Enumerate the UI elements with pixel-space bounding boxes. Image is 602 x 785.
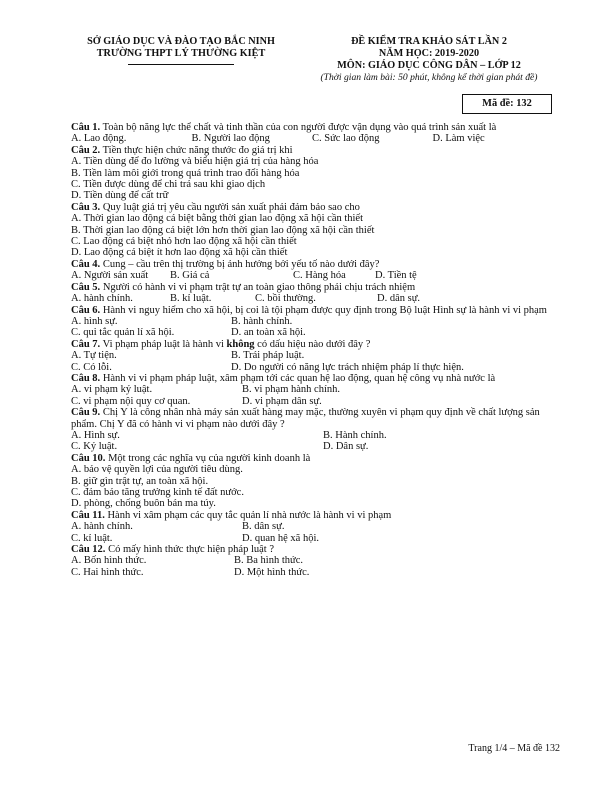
- option-a: A. hành chính.: [71, 521, 133, 533]
- question-stem: Quy luật giá trị yêu cầu người sản xuất phải đảm bảo sao cho: [102, 201, 360, 213]
- question-label: Câu 12.: [71, 544, 106, 556]
- question-stem: Tiền thực hiện chức năng thước đo giá trị khi: [102, 144, 293, 156]
- options-row: [71, 293, 553, 304]
- option-c: C. đảm bảo tăng trưởng kinh tế đất nước.: [71, 487, 244, 498]
- option-b: B. Tiền làm môi giới trong quá trình trao đổi hàng hóa: [71, 167, 300, 179]
- option-d: D. Tiền dùng để cất trữ: [71, 190, 169, 202]
- option-b: B. giữ gìn trật tự, an toàn xã hội.: [71, 475, 209, 487]
- option-b: B. vi phạm hành chính.: [242, 384, 340, 396]
- question-3: [71, 202, 553, 213]
- option-d: D. Một hình thức.: [234, 566, 310, 578]
- option-d: D. Tiền tệ: [375, 270, 417, 282]
- option-c: C. Lao động cá biệt nhỏ hơn lao động xã hội cần thiết: [71, 236, 297, 248]
- question-list: [71, 122, 553, 578]
- option-d: D. dân sự.: [377, 293, 421, 305]
- exam-header: [296, 36, 562, 84]
- question-stem: Hành vi vi phạm pháp luật, xâm phạm tới các quan hệ lao động, quan hệ công vụ nhà nước là: [102, 372, 496, 384]
- question-stem: Có mấy hình thức thực hiện pháp luật ?: [108, 544, 274, 556]
- question-keyword: không: [226, 338, 255, 350]
- option-a: A. Lao động.: [71, 133, 127, 145]
- option-d: D. an toàn xã hội.: [231, 327, 306, 339]
- options-row: [71, 133, 553, 144]
- question-label: Câu 4.: [71, 258, 101, 270]
- option-d: D. Do người có năng lực trách nhiệm pháp lí thực hiện.: [231, 361, 464, 373]
- option-d: D. Lao động cá biệt ít hơn lao động xã hội cần thiết: [71, 247, 288, 259]
- options-row: [71, 270, 553, 281]
- question-5: [71, 282, 553, 293]
- option-c: C. Sức lao động: [312, 133, 380, 145]
- option-d: D. quan hệ xã hội.: [242, 532, 319, 544]
- school-name: TRƯỜNG THPT LÝ THƯỜNG KIỆT: [96, 48, 266, 59]
- options-row: [71, 567, 553, 578]
- option-a: A. Hình sự.: [71, 429, 120, 441]
- option-a: A. bảo vệ quyền lợi của người tiêu dùng.: [71, 464, 243, 476]
- question-stem: Chị Y là công nhân nhà máy sản xuất hàng may mặc, thường xuyên vi phạm quy định về chất lượng sản phẩm. Chị Y đã có hành vi vi phạm nào dưới đây ?: [71, 407, 540, 430]
- options-row: [71, 396, 553, 407]
- question-label: Câu 5.: [71, 281, 101, 293]
- question-label: Câu 2.: [71, 144, 101, 156]
- option-a: A. Tiền dùng để đo lường và biểu hiện giá trị của hàng hóa: [71, 156, 319, 168]
- options-row: [71, 521, 553, 532]
- question-stem: Người có hành vi vi phạm trật tự an toàn giao thông phải chịu trách nhiệm: [102, 281, 416, 293]
- question-label: Câu 7.: [71, 338, 101, 350]
- question-label: Câu 10.: [71, 452, 106, 464]
- options-row: [71, 555, 553, 566]
- option-a: A. hình sự.: [71, 315, 118, 327]
- question-stem: Cung – cầu trên thị trường bị ảnh hưởng bởi yếu tố nào dưới đây?: [102, 258, 380, 270]
- option-b: B. hành chính.: [231, 315, 293, 327]
- option-c: C. kỉ luật.: [71, 532, 113, 544]
- option-d: D. vi phạm dân sự.: [242, 395, 322, 407]
- question-label: Câu 3.: [71, 201, 101, 213]
- question-stem-end: có dấu hiệu nào dưới đây ?: [254, 338, 371, 350]
- time-note: (Thời gian làm bài: 50 phút, không kể thời gian phát đề): [320, 72, 538, 83]
- option-c: C. Hàng hóa: [293, 270, 346, 282]
- option-b: B. Ba hình thức.: [234, 555, 303, 567]
- option-d: D. Dân sự.: [323, 441, 369, 453]
- question-stem-start: Vi phạm pháp luật là hành vi: [102, 338, 227, 350]
- school-year: NĂM HỌC: 2019-2020: [378, 48, 480, 59]
- option-a: A. Bốn hình thức.: [71, 555, 147, 567]
- option-d: D. phòng, chống buôn bán ma túy.: [71, 498, 216, 510]
- question-stem: Hành vi xâm phạm các quy tắc quản lí nhà nước là hành vi vi phạm: [107, 509, 392, 521]
- exam-title: ĐỀ KIỂM TRA KHẢO SÁT LẦN 2: [351, 36, 507, 47]
- question-11: [71, 510, 553, 521]
- option-d: D. Làm việc: [432, 133, 485, 145]
- question-7: [71, 339, 553, 350]
- page-footer: Trang 1/4 – Mã đề 132: [468, 743, 560, 754]
- option-a: A. vi phạm kỷ luật.: [71, 384, 153, 396]
- question-label: Câu 9.: [71, 407, 101, 419]
- department-name: SỞ GIÁO DỤC VÀ ĐÀO TẠO BẮC NINH: [87, 36, 275, 47]
- exam-code-box: Mã đề: 132: [462, 94, 552, 114]
- option-c: C. Kỷ luật.: [71, 441, 118, 453]
- options-row: [71, 384, 553, 395]
- question-2: [71, 145, 553, 156]
- question-12: [71, 544, 553, 555]
- option-b: B. Hành chính.: [323, 429, 387, 441]
- options-row: [71, 327, 553, 338]
- options-row: [71, 362, 553, 373]
- options-row: [71, 430, 553, 441]
- question-stem: Một trong các nghĩa vụ của người kinh doanh là: [108, 452, 311, 464]
- question-stem: Hành vi nguy hiểm cho xã hội, bị coi là tội phạm được quy định trong Bộ luật Hình sự là hành vi vi phạm: [102, 304, 547, 316]
- option-a: A. Người sản xuất: [71, 270, 149, 282]
- question-10: [71, 453, 553, 464]
- question-6: [71, 305, 553, 316]
- header-underline: [128, 64, 234, 65]
- question-label: Câu 11.: [71, 509, 105, 521]
- option-a: A. hành chính.: [71, 293, 133, 305]
- question-4: [71, 259, 553, 270]
- option-c: C. Tiền được dùng để chi trả sau khi giao dịch: [71, 179, 266, 191]
- option-b: B. dân sự.: [242, 521, 285, 533]
- option-c: C. Hai hình thức.: [71, 566, 144, 578]
- question-label: Câu 6.: [71, 304, 101, 316]
- school-header: [66, 36, 296, 65]
- options-row: [71, 350, 553, 361]
- options-row: [71, 316, 553, 327]
- option-c: C. bồi thường.: [255, 293, 316, 305]
- question-label: Câu 8.: [71, 372, 101, 384]
- question-9: [71, 407, 553, 430]
- option-a: A. Thời gian lao động cá biệt bằng thời gian lao động xã hội cần thiết: [71, 213, 364, 225]
- subject-line: MÔN: GIÁO DỤC CÔNG DÂN – LỚP 12: [337, 60, 521, 71]
- option-b: B. Người lao động: [191, 133, 270, 145]
- question-label: Câu 1.: [71, 122, 101, 133]
- option-b: B. Thời gian lao động cá biệt lớn hơn thời gian lao động xã hội cần thiết: [71, 224, 375, 236]
- question-8: [71, 373, 553, 384]
- option-c: C. qui tắc quản lí xã hội.: [71, 327, 175, 339]
- options-row: [71, 441, 553, 452]
- question-stem: Toàn bộ năng lực thể chất và tinh thần của con người được vận dụng vào quá trình sản xuất là: [102, 122, 497, 133]
- options-row: [71, 533, 553, 544]
- question-1: [71, 122, 553, 133]
- option-c: C. vi phạm nội quy cơ quan.: [71, 395, 191, 407]
- option-a: A. Tự tiện.: [71, 350, 117, 362]
- option-b: B. Trái pháp luật.: [231, 350, 305, 362]
- option-c: C. Có lỗi.: [71, 361, 112, 373]
- option-b: B. kỉ luật.: [170, 293, 212, 305]
- option-b: B. Giá cả: [170, 270, 210, 282]
